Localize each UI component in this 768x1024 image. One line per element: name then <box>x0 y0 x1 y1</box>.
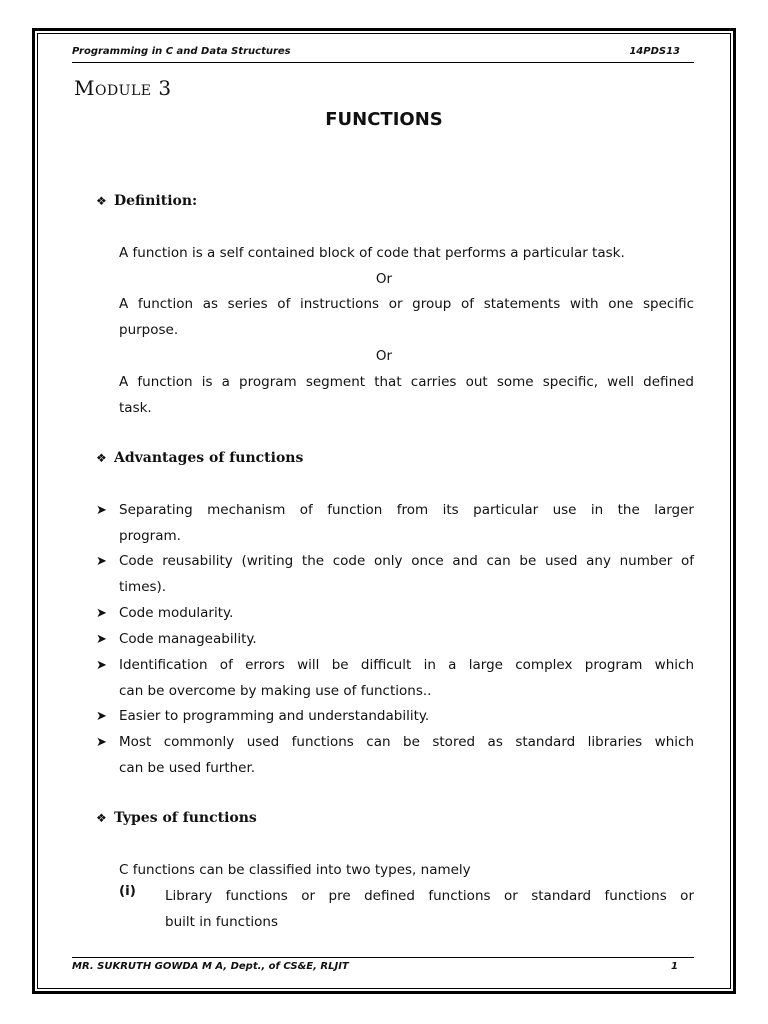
advantage-2-line-2: times). <box>119 579 167 595</box>
advantage-3: Code modularity. <box>119 605 234 621</box>
page-number: 1 <box>671 961 678 972</box>
header-course-title: Programming in C and Data Structures <box>72 46 291 57</box>
advantage-1-line-1: Separating mechanism of function from its particular use in the larger <box>119 502 694 518</box>
definition-2-line-2: purpose. <box>119 322 179 338</box>
advantage-7-line-1: Most commonly used functions can be stored as standard libraries which <box>119 734 694 750</box>
diamond-bullet-icon: ❖ <box>96 451 107 465</box>
arrow-bullet-icon: ➤ <box>96 632 107 647</box>
advantage-5-line-2: can be overcome by making use of functions.. <box>119 683 432 699</box>
footer-author: MR. SUKRUTH GOWDA M A, Dept., of CS&E, RLJIT <box>72 961 349 972</box>
advantage-1-line-2: program. <box>119 528 181 544</box>
definition-heading <box>96 193 197 209</box>
advantages-heading-text: Advantages of functions <box>114 450 304 466</box>
arrow-bullet-icon: ➤ <box>96 709 107 724</box>
footer-rule <box>72 957 694 958</box>
diamond-bullet-icon: ❖ <box>96 811 107 825</box>
page-title: FUNCTIONS <box>325 109 443 130</box>
advantage-4: Code manageability. <box>119 631 257 647</box>
arrow-bullet-icon: ➤ <box>96 554 107 569</box>
definition-2-line-1: A function as series of instructions or group of statements with one specific <box>119 296 694 312</box>
header-rule <box>72 62 694 63</box>
type-1-line-2: built in functions <box>165 914 278 930</box>
advantage-5-line-1: Identification of errors will be difficult in a large complex program which <box>119 657 694 673</box>
definition-3-line-1: A function is a program segment that carries out some specific, well defined <box>119 374 694 390</box>
or-separator-1: Or <box>375 271 393 287</box>
arrow-bullet-icon: ➤ <box>96 503 107 518</box>
diamond-bullet-icon: ❖ <box>96 194 107 208</box>
arrow-bullet-icon: ➤ <box>96 658 107 673</box>
advantage-7-line-2: can be used further. <box>119 760 256 776</box>
advantage-6: Easier to programming and understandability. <box>119 708 430 724</box>
types-heading-text: Types of functions <box>114 810 257 826</box>
type-1-marker: (i) <box>119 883 136 899</box>
type-1-line-1: Library functions or pre defined functions or standard functions or <box>165 888 694 904</box>
header-course-code: 14PDS13 <box>629 46 680 57</box>
arrow-bullet-icon: ➤ <box>96 606 107 621</box>
definition-heading-text: Definition: <box>114 193 198 209</box>
advantages-heading <box>96 450 303 466</box>
types-heading <box>96 810 257 826</box>
definition-3-line-2: task. <box>119 400 152 416</box>
module-heading: Module 3 <box>74 76 172 100</box>
arrow-bullet-icon: ➤ <box>96 735 107 750</box>
advantage-2-line-1: Code reusability (writing the code only once and can be used any number of <box>119 553 694 569</box>
definition-1: A function is a self contained block of code that performs a particular task. <box>119 245 625 261</box>
or-separator-2: Or <box>375 348 393 364</box>
types-intro: C functions can be classified into two types, namely <box>119 862 471 878</box>
